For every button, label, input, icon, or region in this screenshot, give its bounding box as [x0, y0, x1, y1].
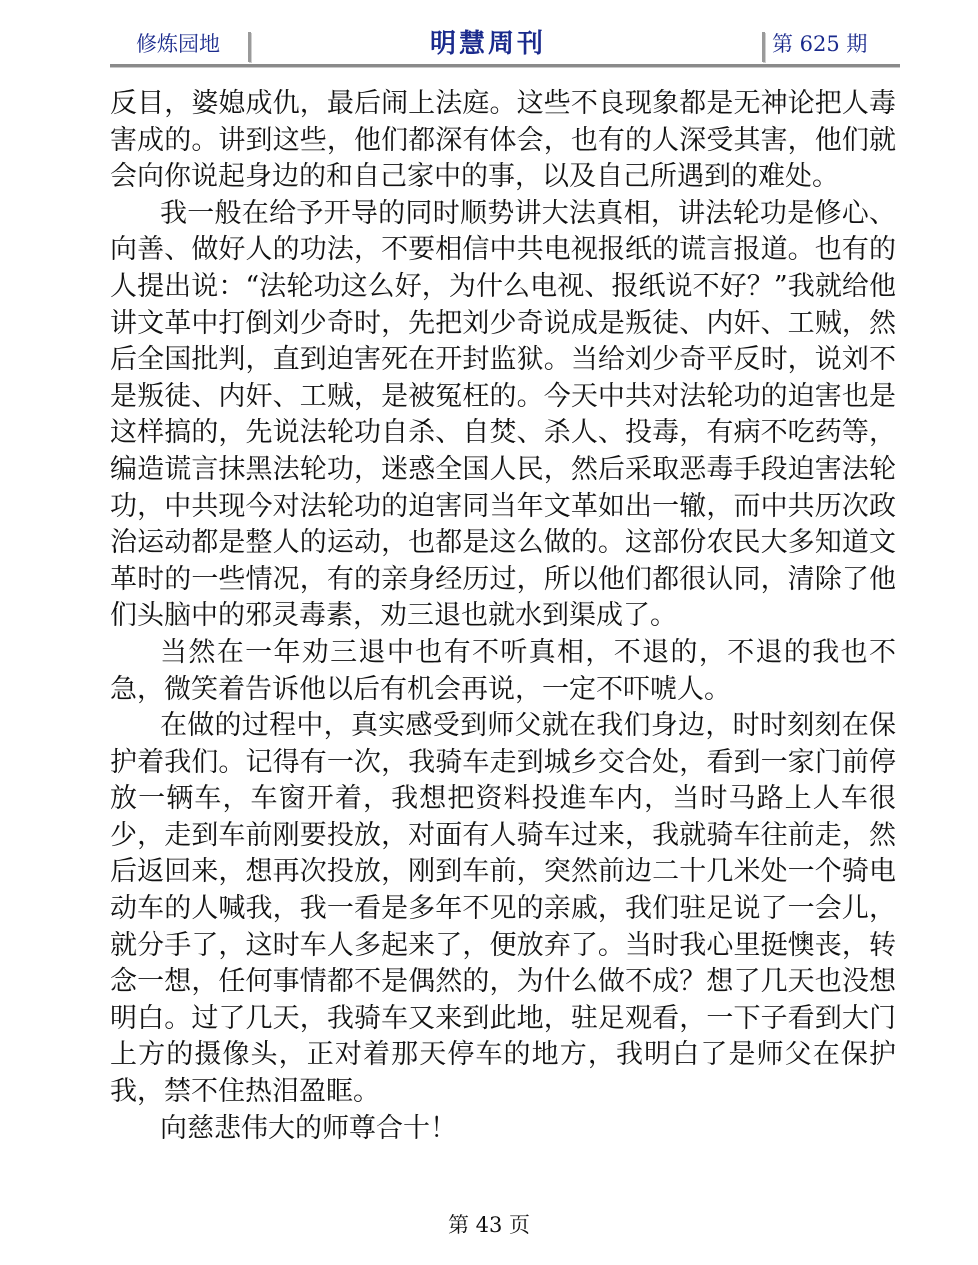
publication-title: 明慧周刊: [430, 29, 547, 59]
closing-line: 向慈悲伟大的师尊合十！: [160, 1112, 457, 1144]
issue-number: 第 625 期: [772, 32, 868, 56]
header-separator-left: [248, 32, 251, 62]
paragraph: 当然在一年劝三退中也有不听真相，不退的，不退的我也不急，微笑着告诉他以后有机会再说，一定不吓唬人。: [110, 636, 896, 705]
page-header: [110, 26, 900, 66]
paragraph: 我一般在给予开导的同时顺势讲大法真相，讲法轮功是修心、向善、做好人的功法，不要相信中共电视报纸的谎言报道。也有的人提出说：“法轮功这么好，为什么电视、报纸说不好？”我就给他讲文革中打倒刘少奇时，先把刘少奇说成是叛徒、内奸、工贼，然后全国批判，直到迫害死在开封监狱。当给刘少奇平反时，说刘不是叛徒、内奸、工贼，是被冤枉的。今天中共对法轮功的迫害也是这样搞的，先说法轮功自杀、自焚、杀人、投毒，有病不吃药等，编造谎言抹黑法轮功，迷惑全国人民，然后采取恶毒手段迫害法轮功，中共现今对法轮功的迫害同当年文革如出一辙，而中共历次政治运动都是整人的运动，也都是这么做的。这部份农民大多知道文革时的一些情况，有的亲身经历过，所以他们都很认同，清除了他们头脑中的邪灵毒素，劝三退也就水到渠成了。: [110, 197, 896, 632]
page-footer: [0, 1210, 978, 1240]
page-number: 第 43 页: [447, 1213, 531, 1237]
article-body: [110, 86, 896, 1147]
header-separator-right: [762, 32, 765, 62]
paragraph: 在做的过程中，真实感受到师父就在我们身边，时时刻刻在保护着我们。记得有一次，我骑车走到城乡交合处，看到一家门前停放一辆车，车窗开着，我想把资料投進车内，当时马路上人车很少，走到车前刚要投放，对面有人骑车过来，我就骑车往前走，然后返回来，想再次投放，刚到车前，突然前边二十几米处一个骑电动车的人喊我，我一看是多年不见的亲戚，我们驻足说了一会儿，就分手了，这时车人多起来了，便放弃了。当时我心里挺懊丧，转念一想，任何事情都不是偶然的，为什么做不成？想了几天也没想明白。过了几天，我骑车又来到此地，驻足观看，一下子看到大门上方的摄像头，正对着那天停车的地方，我明白了是师父在保护我，禁不住热泪盈眶。: [110, 710, 896, 1108]
header-rule: [110, 64, 900, 67]
section-label: 修炼园地: [136, 32, 220, 56]
paragraph-continued: 反目，婆媳成仇，最后闹上法庭。这些不良现象都是无神论把人毒害成的。讲到这些，他们都深有体会，也有的人深受其害，他们就会向你说起身边的和自己家中的事，以及自己所遇到的难处。: [110, 88, 896, 193]
